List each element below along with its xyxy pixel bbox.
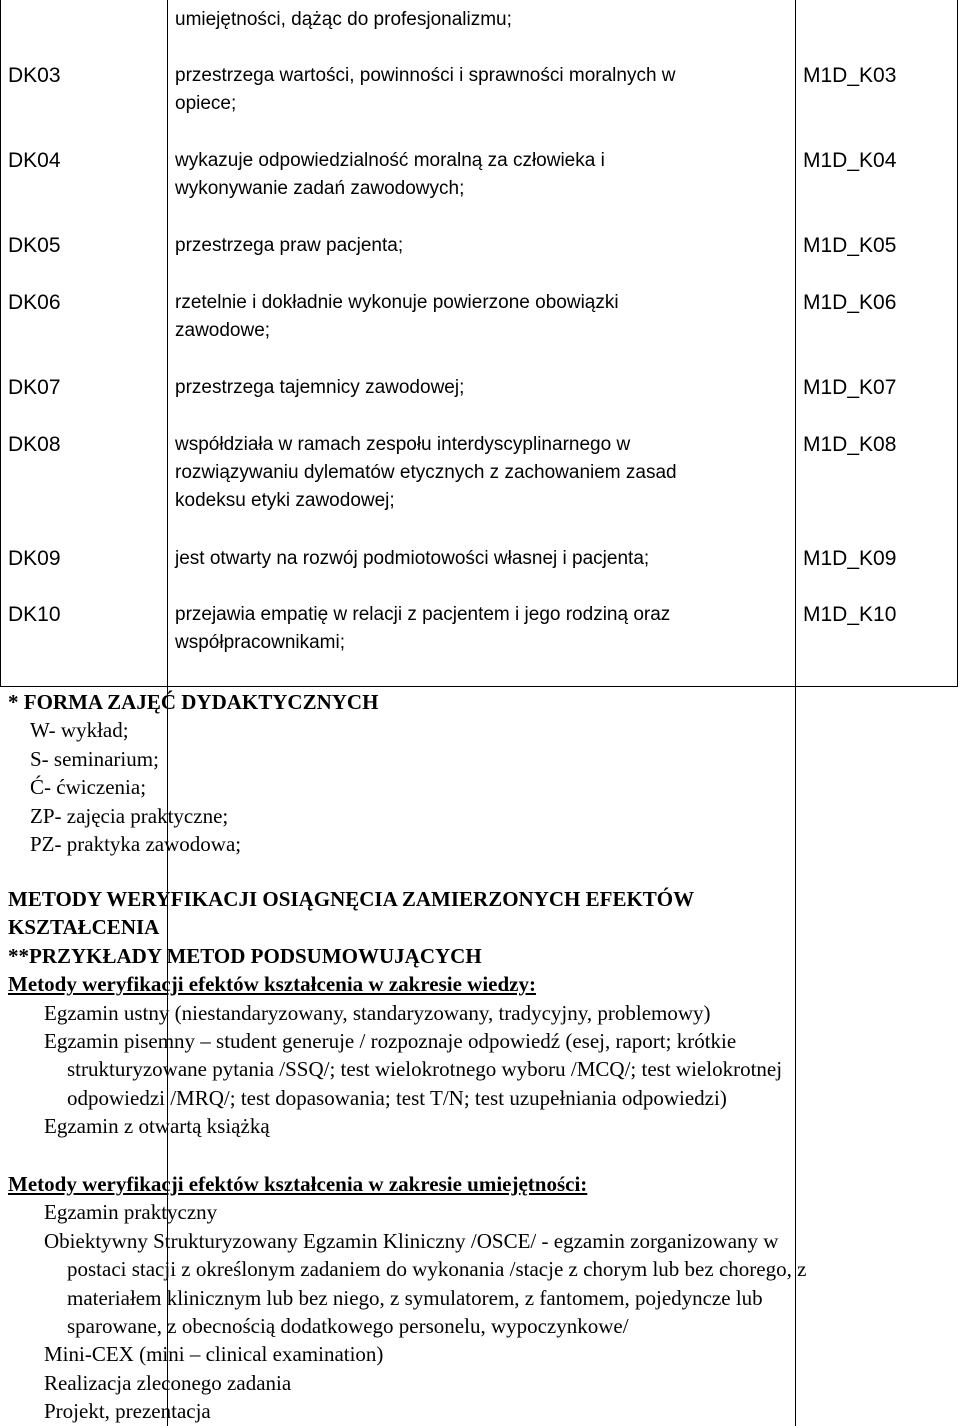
- methods-heading: KSZTAŁCENIA: [8, 915, 160, 940]
- row-code: DK04: [8, 149, 61, 172]
- row-code: DK08: [8, 433, 61, 456]
- description-line: zawodowe;: [175, 320, 271, 341]
- row-effect: M1D_K05: [803, 234, 897, 257]
- table-column-divider: [167, 0, 168, 686]
- skills-line: Obiektywny Strukturyzowany Egzamin Kliniczny /OSCE/ - egzamin zorganizowany w: [44, 1228, 779, 1253]
- table-right-border: [957, 0, 958, 686]
- skills-line: postaci stacji z określonym zadaniem do wykonania /stacje z chorym lub bez chorego, z: [67, 1257, 807, 1282]
- row-code: DK09: [8, 547, 61, 570]
- row-description: [175, 232, 785, 260]
- description-line: opiece;: [175, 93, 237, 114]
- top-fragment-text: umiejętności, dążąc do profesjonalizmu;: [175, 9, 512, 30]
- row-effect: M1D_K03: [803, 64, 897, 87]
- row-code: DK06: [8, 291, 61, 314]
- forms-section: [8, 688, 953, 858]
- row-code: DK10: [8, 603, 61, 626]
- row-description: [175, 289, 785, 345]
- skills-line: Projekt, prezentacja: [44, 1399, 211, 1424]
- forms-heading: * FORMA ZAJĘĆ DYDAKTYCZNYCH: [8, 690, 379, 714]
- description-line: przejawia empatię w relacji z pacjentem i jego rodziną oraz: [175, 604, 671, 625]
- description-line: kodeksu etyki zawodowej;: [175, 490, 395, 511]
- knowledge-line: Egzamin z otwartą książką: [44, 1114, 270, 1139]
- row-description: [175, 601, 785, 657]
- skills-line: Egzamin praktyczny: [44, 1200, 218, 1225]
- skills-line: materiałem klinicznym lub bez niego, z symulatorem, z fantomem, pojedyncze lub: [67, 1285, 763, 1310]
- description-line: rzetelnie i dokładnie wykonuje powierzone obowiązki: [175, 292, 619, 313]
- row-effect: M1D_K09: [803, 547, 897, 570]
- row-description: [175, 374, 785, 402]
- table-column-divider: [795, 0, 796, 686]
- description-line: współpracownikami;: [175, 632, 346, 653]
- forms-item: S- seminarium;: [30, 746, 159, 771]
- methods-heading: METODY WERYFIKACJI OSIĄGNĘCIA ZAMIERZONYCH EFEKTÓW: [8, 887, 695, 911]
- skills-line: Mini-CEX (mini – clinical examination): [44, 1342, 384, 1367]
- knowledge-line: odpowiedzi /MRQ/; test dopasowania; test T/N; test uzupełniania odpowiedzi): [67, 1085, 727, 1110]
- skills-heading: Metody weryfikacji efektów kształcenia w zakresie umiejętności:: [8, 1172, 588, 1196]
- forms-item: Ć- ćwiczenia;: [30, 775, 147, 800]
- table-bottom-border: [0, 686, 958, 687]
- knowledge-line: Egzamin pisemny – student generuje / rozpoznaje odpowiedź (esej, raport; krótkie: [44, 1029, 737, 1054]
- row-description: [175, 431, 785, 515]
- row-effect: M1D_K08: [803, 433, 897, 456]
- description-line: przestrzega tajemnicy zawodowej;: [175, 377, 465, 398]
- description-line: jest otwarty na rozwój podmiotowości własnej i pacjenta;: [175, 548, 650, 569]
- row-description: [175, 62, 785, 118]
- knowledge-heading: Metody weryfikacji efektów kształcenia w zakresie wiedzy:: [8, 972, 536, 997]
- skills-line: sparowane, z obecnością dodatkowego personelu, wypoczynkowe/: [67, 1314, 629, 1339]
- skills-section: [8, 1170, 953, 1426]
- description-line: przestrzega wartości, powinności i sprawności moralnych w: [175, 65, 676, 86]
- row-description: [175, 545, 785, 573]
- row-code: DK05: [8, 234, 61, 257]
- description-line: przestrzega praw pacjenta;: [175, 235, 404, 256]
- row-description: [175, 147, 785, 203]
- row-effect: M1D_K06: [803, 291, 897, 314]
- description-line: wykonywanie zadań zawodowych;: [175, 178, 465, 199]
- description-line: wykazuje odpowiedzialność moralną za człowieka i: [175, 150, 605, 171]
- examples-heading: **PRZYKŁADY METOD PODSUMOWUJĄCYCH: [8, 943, 482, 968]
- row-effect: M1D_K07: [803, 376, 897, 399]
- row-code: DK03: [8, 64, 61, 87]
- knowledge-line: Egzamin ustny (niestandaryzowany, standaryzowany, tradycyjny, problemowy): [44, 1000, 711, 1025]
- description-line: współdziała w ramach zespołu interdyscyplinarnego w: [175, 434, 631, 455]
- forms-item: W- wykład;: [30, 718, 129, 743]
- knowledge-line: strukturyzowane pytania /SSQ/; test wielokrotnego wyboru /MCQ/; test wielokrotnej: [67, 1057, 783, 1082]
- row-code: DK07: [8, 376, 61, 399]
- table-left-border: [0, 0, 1, 686]
- row-effect: M1D_K04: [803, 149, 897, 172]
- description-line: rozwiązywaniu dylematów etycznych z zachowaniem zasad: [175, 462, 677, 483]
- skills-line: Realizacja zleconego zadania: [44, 1370, 292, 1395]
- forms-item: ZP- zajęcia praktyczne;: [30, 803, 229, 828]
- row-effect: M1D_K10: [803, 603, 897, 626]
- forms-item: PZ- praktyka zawodowa;: [30, 832, 242, 857]
- methods-section: [8, 885, 953, 1141]
